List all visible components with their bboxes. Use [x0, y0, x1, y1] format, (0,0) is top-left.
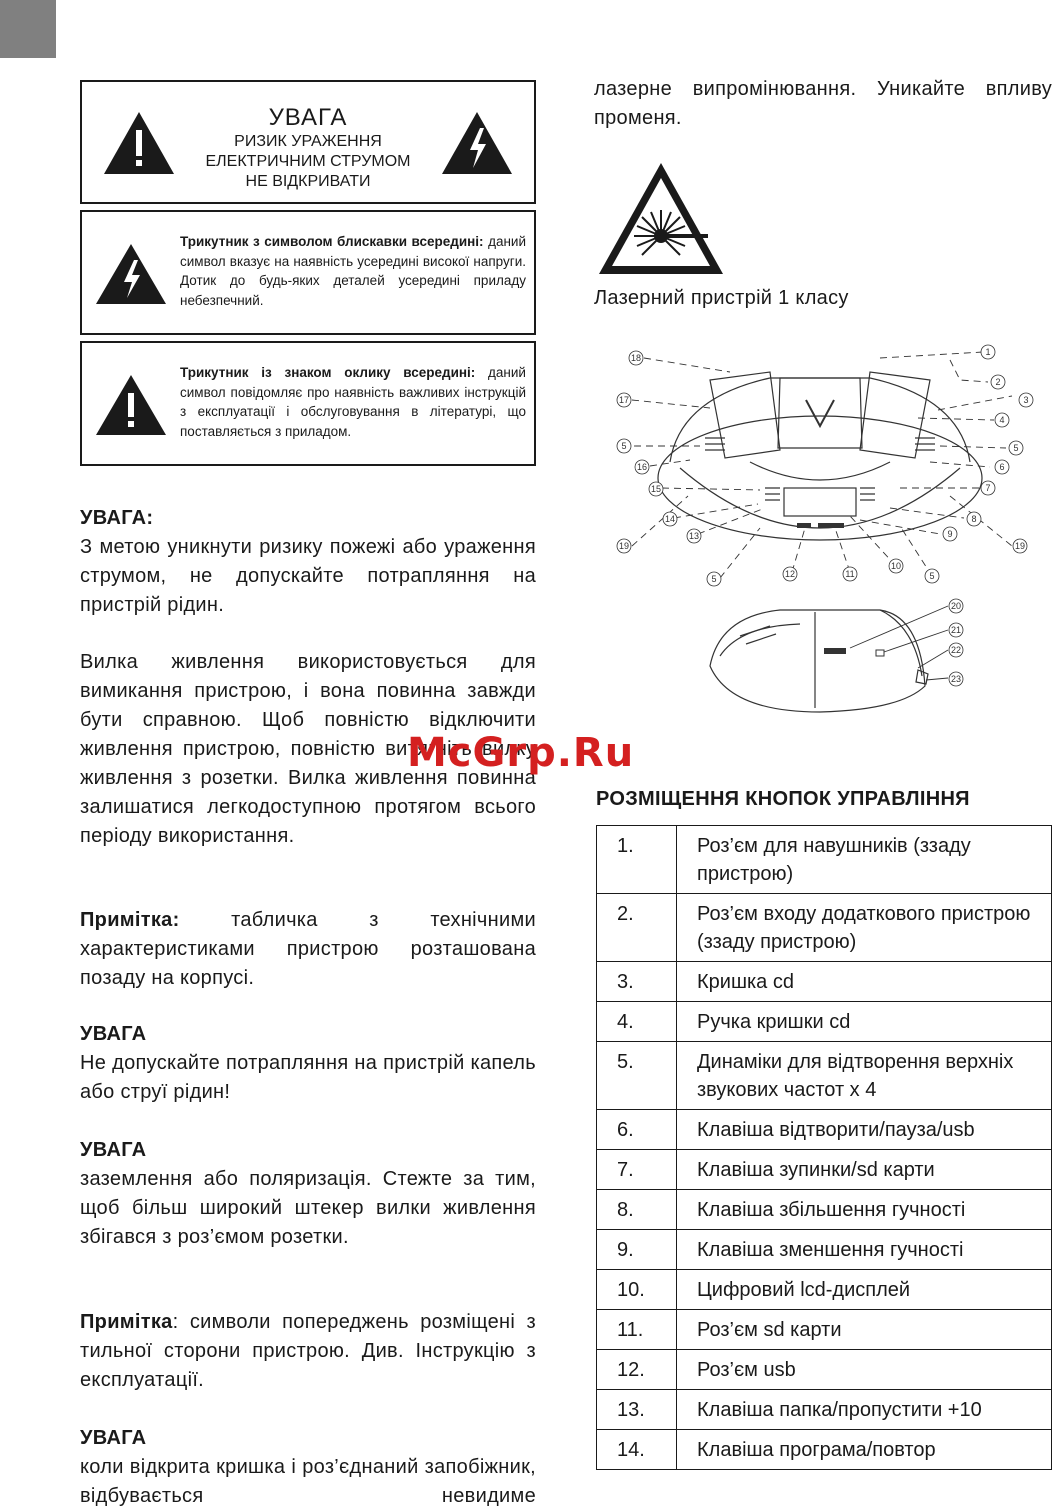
exclamation-info-body: даний символ повідомляє про наявність важливих інструкцій з експлуатації і обслуговування в літературі, що поставляється з приладом. — [180, 365, 526, 439]
laser-caption: Лазерний пристрій 1 класу — [594, 287, 849, 309]
callout-label: 19 — [618, 541, 630, 551]
page-corner-tab — [0, 0, 56, 58]
table-row — [597, 1042, 1052, 1110]
warning-line: ЕЛЕКТРИЧНИМ СТРУМОМ — [205, 153, 411, 170]
section-text: Вилка живлення використовується для вимикання пристрою, і вона повинна завжди бути справною. Щоб повністю відключити живлення пристрою, повністю витягніть вилку живлення з розетки. Вилка живлення повинна залишатися легкодоступною протягом всього періоду використання. — [80, 651, 536, 847]
lightning-info-heading: Трикутник з символом блискавки всередині: — [180, 234, 484, 249]
callout-label: 18 — [630, 353, 642, 363]
section-title: РОЗМІЩЕННЯ КНОПОК УПРАВЛІННЯ — [596, 788, 970, 810]
section-laser-warning — [80, 1424, 536, 1511]
lightning-triangle-icon — [94, 242, 168, 306]
table-row — [597, 1110, 1052, 1150]
part-description: Роз’єм sd карти — [677, 1310, 1052, 1350]
callout-label: 5 — [621, 441, 627, 451]
table-row — [597, 1002, 1052, 1042]
section-text: Не допускайте потрапляння на пристрій капель або струї рідин! — [80, 1052, 536, 1103]
warning-title: УВАГА — [268, 104, 348, 131]
section-heading: УВАГА — [80, 1023, 147, 1045]
exclamation-info-box — [80, 341, 536, 466]
table-row — [597, 1350, 1052, 1390]
section-text: символи попереджень розміщені з тильної сторони пристрою. Див. Інструкцію з експлуатації. — [80, 1311, 536, 1391]
callout-label: 14 — [664, 514, 676, 524]
callout-label: 17 — [618, 395, 630, 405]
callout-label: 13 — [688, 531, 700, 541]
part-number: 1. — [597, 826, 677, 894]
callout-label: 22 — [950, 645, 962, 655]
section-text: З метою уникнути ризику пожежі або ураження струмом, не допускайте потрапляння на пристрій рідин. — [80, 536, 536, 616]
callout-label: 23 — [950, 674, 962, 684]
part-description: Кришка cd — [677, 962, 1052, 1002]
callout-label: 4 — [999, 415, 1005, 425]
part-number: 8. — [597, 1190, 677, 1230]
callout-label: 5 — [929, 571, 935, 581]
part-description: Роз’єм usb — [677, 1350, 1052, 1390]
callout-label: 21 — [950, 625, 962, 635]
table-row — [597, 1190, 1052, 1230]
section-liquid-warning — [80, 1020, 536, 1107]
table-row — [597, 1270, 1052, 1310]
part-description: Клавіша папка/пропустити +10 — [677, 1390, 1052, 1430]
part-description: Динаміки для відтворення верхніх звукових частот х 4 — [677, 1042, 1052, 1110]
part-description: Клавіша збільшення гучності — [677, 1190, 1052, 1230]
lightning-triangle-icon — [440, 110, 514, 176]
callout-label: 7 — [985, 483, 991, 493]
part-number: 10. — [597, 1270, 677, 1310]
part-description: Роз’єм входу додаткового пристрою (ззаду пристрою) — [677, 894, 1052, 962]
part-number: 14. — [597, 1430, 677, 1470]
part-number: 2. — [597, 894, 677, 962]
part-number: 3. — [597, 962, 677, 1002]
callout-label: 19 — [1014, 541, 1026, 551]
callout-label: 11 — [845, 569, 855, 579]
callout-label: 20 — [950, 601, 962, 611]
section-heading: УВАГА — [80, 1427, 147, 1449]
exclamation-info-heading: Трикутник із знаком оклику всередині: — [180, 365, 476, 380]
part-number: 13. — [597, 1390, 677, 1430]
callout-label: 8 — [971, 514, 977, 524]
part-number: 9. — [597, 1230, 677, 1270]
device-front-diagram — [600, 338, 1040, 596]
warning-box — [80, 80, 536, 204]
note-label: Примітка: — [80, 909, 180, 931]
note-colon: : — [172, 1311, 179, 1333]
part-description: Ручка кришки cd — [677, 1002, 1052, 1042]
note-label: Примітка — [80, 1311, 173, 1333]
callout-label: 6 — [999, 462, 1005, 472]
section-symbols-note — [80, 1308, 536, 1395]
callout-label: 1 — [985, 347, 991, 357]
section-grounding-warning — [80, 1136, 536, 1252]
part-description: Цифровий lcd-дисплей — [677, 1270, 1052, 1310]
part-description: Роз’єм для навушників (ззаду пристрою) — [677, 826, 1052, 894]
section-heading: УВАГА: — [80, 507, 154, 529]
part-description: Клавіша відтворити/пауза/usb — [677, 1110, 1052, 1150]
part-number: 11. — [597, 1310, 677, 1350]
part-description: Клавіша зупинки/sd карти — [677, 1150, 1052, 1190]
table-row — [597, 1230, 1052, 1270]
part-description: Клавіша програма/повтор — [677, 1430, 1052, 1470]
warning-line: РИЗИК УРАЖЕННЯ — [234, 133, 382, 150]
part-number: 12. — [597, 1350, 677, 1390]
table-row — [597, 826, 1052, 894]
section-text: заземлення або поляризація. Стежте за тим, щоб більш широкий штекер вилки живлення збігався з роз’ємом розетки. — [80, 1168, 536, 1248]
laser-warning-text: лазерне випромінювання. Уникайте впливу променя. — [594, 78, 1052, 129]
section-fire-warning — [80, 504, 536, 620]
part-number: 6. — [597, 1110, 677, 1150]
callout-label: 2 — [995, 377, 1001, 387]
table-row — [597, 962, 1052, 1002]
section-note-label — [80, 906, 536, 993]
lightning-info-box — [80, 210, 536, 335]
device-side-diagram — [700, 596, 970, 720]
lightning-info-body: даний символ вказує на наявність усередині високої напруги. Дотик до будь-яких деталей усередині приладу небезпечний. — [180, 234, 526, 308]
table-row — [597, 1430, 1052, 1470]
section-heading: УВАГА — [80, 1139, 147, 1161]
table-row — [597, 1150, 1052, 1190]
callout-label: 10 — [890, 561, 902, 571]
callout-label: 5 — [1013, 443, 1019, 453]
callout-label: 9 — [947, 529, 953, 539]
table-row — [597, 894, 1052, 962]
table-row — [597, 1310, 1052, 1350]
controls-table — [596, 825, 1052, 1470]
part-number: 7. — [597, 1150, 677, 1190]
callout-label: 12 — [784, 569, 796, 579]
section-text: коли відкрита кришка і роз’єднаний запобіжник, відбувається невидиме — [80, 1456, 536, 1507]
warning-line: НЕ ВІДКРИВАТИ — [245, 173, 371, 190]
callout-label: 16 — [636, 462, 648, 472]
callout-label: 15 — [650, 484, 662, 494]
section-text: табличка з технічними характеристиками пристрою розташована позаду на корпусі. — [80, 909, 536, 989]
lightning-info-text — [180, 232, 526, 310]
part-description: Клавіша зменшення гучності — [677, 1230, 1052, 1270]
callout-label: 5 — [711, 574, 717, 584]
watermark: McGrp.Ru — [407, 730, 635, 776]
exclamation-info-text — [180, 363, 526, 441]
exclamation-triangle-icon — [94, 373, 168, 437]
callout-label: 3 — [1023, 395, 1029, 405]
part-number: 4. — [597, 1002, 677, 1042]
exclamation-triangle-icon — [102, 110, 176, 176]
part-number: 5. — [597, 1042, 677, 1110]
table-row — [597, 1390, 1052, 1430]
laser-warning-icon — [596, 160, 726, 278]
